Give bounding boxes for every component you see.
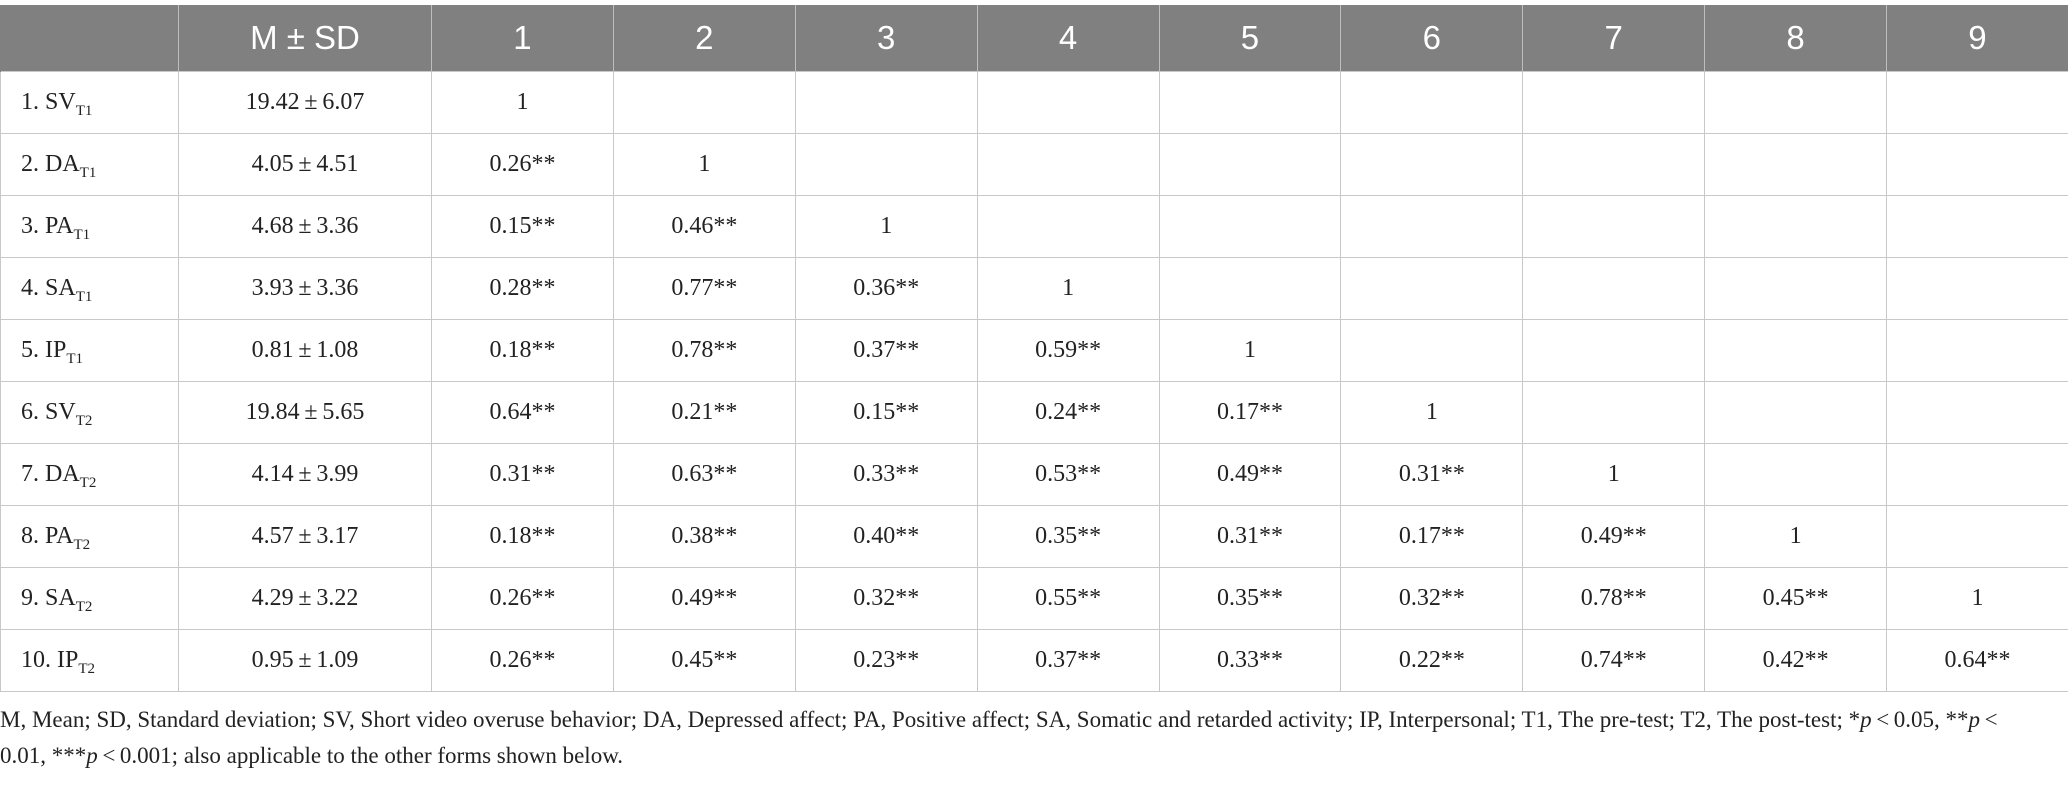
table-row bbox=[1, 196, 2068, 258]
correlation-cell bbox=[1523, 382, 1705, 444]
correlation-cell: 0.59** bbox=[977, 320, 1159, 382]
correlation-cell: 0.55** bbox=[977, 568, 1159, 630]
row-label-subscript: T2 bbox=[75, 413, 93, 429]
table-row bbox=[1, 506, 2068, 568]
row-label-subscript: T1 bbox=[75, 289, 93, 305]
correlation-cell: 0.45** bbox=[1705, 568, 1887, 630]
mean-sd-cell: 4.14 ± 3.99 bbox=[179, 444, 432, 506]
correlation-cell: 0.37** bbox=[977, 630, 1159, 692]
correlation-table bbox=[0, 5, 2068, 692]
correlation-cell: 0.15** bbox=[795, 382, 977, 444]
row-label-cell bbox=[1, 630, 179, 692]
header-cell-8: 8 bbox=[1705, 5, 1887, 72]
correlation-cell: 0.31** bbox=[1159, 506, 1341, 568]
correlation-cell bbox=[1523, 196, 1705, 258]
correlation-cell bbox=[1887, 196, 2068, 258]
table-row bbox=[1, 568, 2068, 630]
correlation-cell bbox=[1523, 72, 1705, 134]
correlation-cell: 0.31** bbox=[1341, 444, 1523, 506]
correlation-cell: 0.74** bbox=[1523, 630, 1705, 692]
correlation-cell bbox=[1159, 258, 1341, 320]
correlation-cell: 0.26** bbox=[432, 630, 614, 692]
correlation-cell: 0.64** bbox=[1887, 630, 2068, 692]
correlation-cell: 0.49** bbox=[1159, 444, 1341, 506]
correlation-cell bbox=[1887, 320, 2068, 382]
correlation-cell bbox=[1705, 196, 1887, 258]
correlation-cell: 0.22** bbox=[1341, 630, 1523, 692]
correlation-cell bbox=[1887, 506, 2068, 568]
table-header-row bbox=[1, 5, 2068, 72]
correlation-cell bbox=[1341, 320, 1523, 382]
row-label-cell bbox=[1, 196, 179, 258]
row-label-subscript: T1 bbox=[79, 165, 97, 181]
mean-sd-cell: 4.29 ± 3.22 bbox=[179, 568, 432, 630]
row-label-cell bbox=[1, 568, 179, 630]
header-cell-blank bbox=[1, 5, 179, 72]
row-label-subscript: T2 bbox=[73, 537, 91, 553]
correlation-cell: 0.78** bbox=[1523, 568, 1705, 630]
footnote-threshold-1: < 0.05, ** bbox=[1871, 707, 1969, 732]
correlation-cell: 1 bbox=[795, 196, 977, 258]
correlation-cell bbox=[1705, 72, 1887, 134]
correlation-cell bbox=[977, 134, 1159, 196]
correlation-cell bbox=[1705, 382, 1887, 444]
correlation-cell: 1 bbox=[1705, 506, 1887, 568]
row-label-main: 6. SV bbox=[21, 399, 76, 425]
correlation-cell bbox=[795, 134, 977, 196]
correlation-cell: 0.17** bbox=[1341, 506, 1523, 568]
correlation-cell: 0.18** bbox=[432, 506, 614, 568]
correlation-cell bbox=[977, 72, 1159, 134]
correlation-cell: 0.33** bbox=[795, 444, 977, 506]
correlation-cell bbox=[613, 72, 795, 134]
row-label-main: 5. IP bbox=[21, 337, 67, 363]
correlation-cell: 0.35** bbox=[1159, 568, 1341, 630]
correlation-cell: 0.49** bbox=[613, 568, 795, 630]
mean-sd-cell: 19.84 ± 5.65 bbox=[179, 382, 432, 444]
row-label-cell bbox=[1, 258, 179, 320]
correlation-cell: 1 bbox=[1887, 568, 2068, 630]
table-row bbox=[1, 134, 2068, 196]
correlation-cell bbox=[1705, 444, 1887, 506]
table-row bbox=[1, 630, 2068, 692]
row-label-cell bbox=[1, 506, 179, 568]
table-body bbox=[1, 72, 2068, 692]
correlation-cell: 0.49** bbox=[1523, 506, 1705, 568]
footnote-p-symbol: p bbox=[86, 743, 98, 768]
correlation-cell: 1 bbox=[1159, 320, 1341, 382]
correlation-cell bbox=[977, 196, 1159, 258]
row-label-subscript: T2 bbox=[79, 475, 97, 491]
header-cell-1: 1 bbox=[432, 5, 614, 72]
header-cell-msd: M ± SD bbox=[179, 5, 432, 72]
correlation-cell: 0.32** bbox=[795, 568, 977, 630]
correlation-cell: 0.26** bbox=[432, 568, 614, 630]
table-row bbox=[1, 258, 2068, 320]
row-label-cell bbox=[1, 320, 179, 382]
correlation-cell: 0.38** bbox=[613, 506, 795, 568]
footnote-p-symbol: p bbox=[1968, 707, 1981, 732]
correlation-cell: 0.46** bbox=[613, 196, 795, 258]
correlation-cell bbox=[1705, 258, 1887, 320]
footnote-text-after: < 0.001; also applicable to the other forms shown below. bbox=[97, 743, 624, 768]
mean-sd-cell: 19.42 ± 6.07 bbox=[179, 72, 432, 134]
mean-sd-cell: 4.05 ± 4.51 bbox=[179, 134, 432, 196]
correlation-cell: 1 bbox=[1341, 382, 1523, 444]
correlation-cell: 0.64** bbox=[432, 382, 614, 444]
correlation-cell bbox=[1887, 444, 2068, 506]
correlation-cell: 0.63** bbox=[613, 444, 795, 506]
correlation-cell: 1 bbox=[613, 134, 795, 196]
correlation-cell: 1 bbox=[432, 72, 614, 134]
correlation-cell: 0.40** bbox=[795, 506, 977, 568]
correlation-cell bbox=[1887, 258, 2068, 320]
table-row bbox=[1, 382, 2068, 444]
correlation-cell: 0.26** bbox=[432, 134, 614, 196]
correlation-cell bbox=[1159, 196, 1341, 258]
correlation-cell bbox=[1523, 258, 1705, 320]
row-label-main: 2. DA bbox=[21, 151, 80, 177]
correlation-cell: 0.28** bbox=[432, 258, 614, 320]
correlation-cell: 0.45** bbox=[613, 630, 795, 692]
correlation-cell: 0.33** bbox=[1159, 630, 1341, 692]
correlation-cell bbox=[1887, 72, 2068, 134]
correlation-cell: 0.35** bbox=[977, 506, 1159, 568]
correlation-cell: 0.21** bbox=[613, 382, 795, 444]
header-cell-3: 3 bbox=[795, 5, 977, 72]
correlation-cell bbox=[1523, 320, 1705, 382]
row-label-main: 10. IP bbox=[21, 647, 79, 673]
row-label-main: 7. DA bbox=[21, 461, 80, 487]
row-label-subscript: T2 bbox=[78, 661, 96, 677]
correlation-cell: 0.18** bbox=[432, 320, 614, 382]
header-cell-5: 5 bbox=[1159, 5, 1341, 72]
correlation-cell: 1 bbox=[1523, 444, 1705, 506]
row-label-main: 4. SA bbox=[21, 275, 76, 301]
row-label-subscript: T2 bbox=[75, 599, 93, 615]
correlation-cell bbox=[1705, 320, 1887, 382]
row-label-main: 1. SV bbox=[21, 89, 76, 115]
correlation-cell: 0.32** bbox=[1341, 568, 1523, 630]
mean-sd-cell: 3.93 ± 3.36 bbox=[179, 258, 432, 320]
table-footnote bbox=[0, 702, 2030, 774]
footnote-text-before: M, Mean; SD, Standard deviation; SV, Short video overuse behavior; DA, Depressed affect; PA, Positive affect; SA, Somatic and retarded activity; IP, Interpersonal; T1, The pre-test; T2, The post-test; * bbox=[0, 707, 1861, 732]
correlation-cell bbox=[1159, 72, 1341, 134]
mean-sd-cell: 4.68 ± 3.36 bbox=[179, 196, 432, 258]
row-label-cell bbox=[1, 72, 179, 134]
row-label-main: 9. SA bbox=[21, 585, 76, 611]
correlation-cell bbox=[1341, 134, 1523, 196]
correlation-cell: 0.37** bbox=[795, 320, 977, 382]
correlation-cell: 0.53** bbox=[977, 444, 1159, 506]
table-row bbox=[1, 320, 2068, 382]
correlation-cell bbox=[1341, 258, 1523, 320]
header-cell-4: 4 bbox=[977, 5, 1159, 72]
mean-sd-cell: 4.57 ± 3.17 bbox=[179, 506, 432, 568]
mean-sd-cell: 0.95 ± 1.09 bbox=[179, 630, 432, 692]
correlation-cell: 0.77** bbox=[613, 258, 795, 320]
header-cell-9: 9 bbox=[1887, 5, 2068, 72]
correlation-cell bbox=[1523, 134, 1705, 196]
correlation-cell: 0.17** bbox=[1159, 382, 1341, 444]
row-label-cell bbox=[1, 134, 179, 196]
mean-sd-cell: 0.81 ± 1.08 bbox=[179, 320, 432, 382]
correlation-cell: 0.23** bbox=[795, 630, 977, 692]
correlation-cell: 0.31** bbox=[432, 444, 614, 506]
correlation-cell: 1 bbox=[977, 258, 1159, 320]
table-row bbox=[1, 444, 2068, 506]
table-row bbox=[1, 72, 2068, 134]
header-cell-7: 7 bbox=[1523, 5, 1705, 72]
row-label-subscript: T1 bbox=[75, 103, 93, 119]
correlation-cell bbox=[1341, 196, 1523, 258]
footnote-threshold-2: < 0.01, *** bbox=[0, 707, 2003, 768]
correlation-cell bbox=[1341, 72, 1523, 134]
row-label-cell bbox=[1, 382, 179, 444]
header-cell-6: 6 bbox=[1341, 5, 1523, 72]
row-label-subscript: T1 bbox=[66, 351, 84, 367]
row-label-main: 8. PA bbox=[21, 523, 74, 549]
header-cell-2: 2 bbox=[613, 5, 795, 72]
row-label-main: 3. PA bbox=[21, 213, 74, 239]
footnote-p-symbol: p bbox=[1860, 707, 1872, 732]
row-label-subscript: T1 bbox=[73, 227, 91, 243]
correlation-cell bbox=[1705, 134, 1887, 196]
correlation-cell bbox=[1159, 134, 1341, 196]
correlation-cell: 0.78** bbox=[613, 320, 795, 382]
correlation-table-container bbox=[0, 5, 2068, 692]
correlation-cell: 0.42** bbox=[1705, 630, 1887, 692]
correlation-cell bbox=[795, 72, 977, 134]
correlation-cell bbox=[1887, 382, 2068, 444]
correlation-cell: 0.24** bbox=[977, 382, 1159, 444]
row-label-cell bbox=[1, 444, 179, 506]
correlation-cell: 0.36** bbox=[795, 258, 977, 320]
correlation-cell bbox=[1887, 134, 2068, 196]
correlation-cell: 0.15** bbox=[432, 196, 614, 258]
